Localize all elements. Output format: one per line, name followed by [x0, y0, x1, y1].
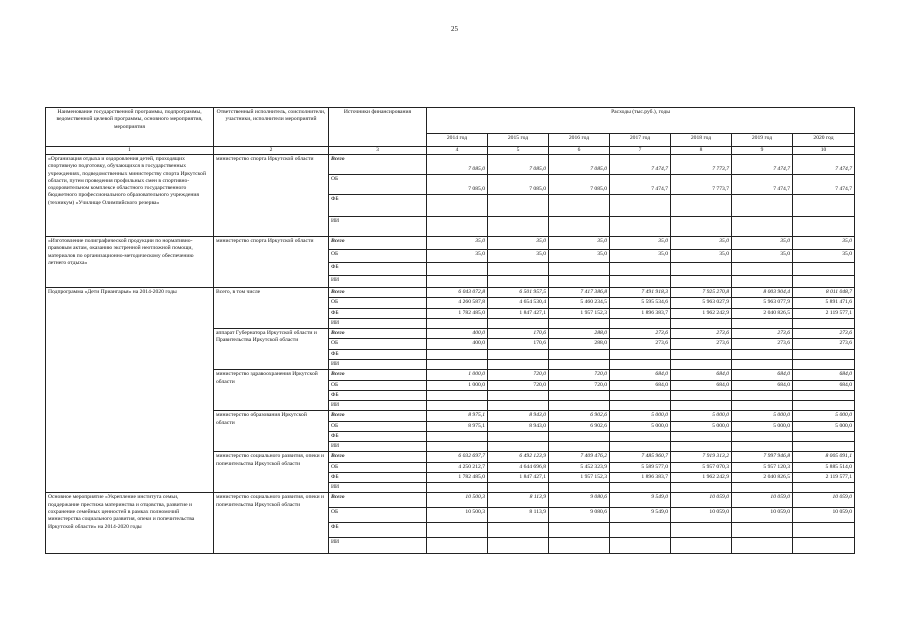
value-cell: 9 080,6 — [549, 508, 610, 523]
value-cell: 1 000,0 — [427, 370, 488, 380]
header-year: 2020 год — [793, 134, 855, 147]
value-cell — [793, 217, 855, 237]
value-cell — [671, 431, 732, 441]
value-cell: 7 085,0 — [549, 175, 610, 195]
source-cell: ИИ — [329, 538, 427, 554]
program-name: «Изготовление полиграфической продукции по нормативно-правовым актам, оказанию экстренной неотложной помощи, материалов по организационно-методическому обеспечению летнего отдыха» — [46, 237, 214, 288]
value-cell: 5 000,0 — [793, 421, 855, 431]
value-cell — [732, 538, 793, 554]
value-cell — [732, 431, 793, 441]
value-cell — [549, 217, 610, 237]
value-cell — [549, 523, 610, 538]
value-cell: 7 773,7 — [671, 175, 732, 195]
value-cell — [488, 276, 549, 288]
value-cell — [549, 431, 610, 441]
table-row — [46, 493, 855, 508]
value-cell: 720,0 — [549, 370, 610, 380]
column-number: 2 — [214, 147, 329, 155]
value-cell — [549, 263, 610, 276]
column-number: 4 — [427, 147, 488, 155]
table-row — [46, 237, 855, 250]
value-cell: 35,0 — [488, 250, 549, 263]
value-cell: 35,0 — [671, 250, 732, 263]
value-cell — [732, 263, 793, 276]
value-cell: 273,6 — [732, 329, 793, 339]
value-cell: 7 925 270,8 — [671, 288, 732, 298]
value-cell — [671, 349, 732, 359]
value-cell: 8 003 904,4 — [732, 288, 793, 298]
value-cell: 720,0 — [488, 380, 549, 390]
header-year: 2017 год — [610, 134, 671, 147]
value-cell: 6 032 697,7 — [427, 452, 488, 462]
value-cell: 6 492 123,9 — [488, 452, 549, 462]
value-cell: 35,0 — [488, 237, 549, 250]
value-cell: 35,0 — [427, 237, 488, 250]
value-cell — [488, 483, 549, 493]
value-cell: 273,6 — [671, 329, 732, 339]
value-cell — [549, 401, 610, 411]
value-cell — [488, 217, 549, 237]
value-cell — [610, 276, 671, 288]
value-cell — [427, 523, 488, 538]
value-cell — [427, 390, 488, 400]
value-cell: 8 975,1 — [427, 411, 488, 421]
source-cell: ИИ — [329, 217, 427, 237]
value-cell — [671, 401, 732, 411]
source-cell: ФБ — [329, 308, 427, 318]
value-cell — [793, 483, 855, 493]
value-cell: 7 474,7 — [610, 155, 671, 175]
value-cell: 7 474,7 — [793, 175, 855, 195]
value-cell — [610, 483, 671, 493]
value-cell: 7 997 946,8 — [732, 452, 793, 462]
value-cell: 8 011 048,7 — [793, 288, 855, 298]
value-cell: 5 000,0 — [732, 421, 793, 431]
value-cell: 8 005 091,1 — [793, 452, 855, 462]
value-cell — [610, 523, 671, 538]
value-cell — [549, 195, 610, 217]
value-cell — [427, 360, 488, 370]
value-cell: 684,0 — [610, 370, 671, 380]
value-cell — [793, 390, 855, 400]
source-cell: Всего — [329, 493, 427, 508]
source-cell: ИИ — [329, 401, 427, 411]
value-cell: 35,0 — [427, 250, 488, 263]
value-cell — [549, 390, 610, 400]
value-cell: 7 085,0 — [549, 155, 610, 175]
source-cell: ФБ — [329, 263, 427, 276]
value-cell: 9 080,6 — [549, 493, 610, 508]
header-year: 2016 год — [549, 134, 610, 147]
value-cell: 273,6 — [732, 339, 793, 349]
value-cell — [732, 442, 793, 452]
value-cell: 720,0 — [549, 380, 610, 390]
value-cell: 7 085,0 — [427, 175, 488, 195]
value-cell: 684,0 — [793, 380, 855, 390]
value-cell: 5 000,0 — [671, 421, 732, 431]
value-cell — [610, 318, 671, 328]
value-cell: 273,6 — [671, 339, 732, 349]
value-cell: 4 654 530,4 — [488, 298, 549, 308]
value-cell: 400,0 — [427, 339, 488, 349]
value-cell: 2 119 577,1 — [793, 472, 855, 482]
value-cell — [427, 195, 488, 217]
header-source: Источники финансирования — [329, 108, 427, 147]
value-cell — [427, 276, 488, 288]
value-cell: 1 957 152,3 — [549, 472, 610, 482]
value-cell — [427, 263, 488, 276]
value-cell: 7 417 386,8 — [549, 288, 610, 298]
value-cell — [732, 318, 793, 328]
executor-cell: министерство социального развития, опеки и попечительства Иркутской области — [214, 493, 329, 554]
source-cell: ФБ — [329, 195, 427, 217]
value-cell: 35,0 — [549, 250, 610, 263]
value-cell: 288,0 — [549, 329, 610, 339]
value-cell — [488, 538, 549, 554]
value-cell — [610, 538, 671, 554]
source-cell: ИИ — [329, 483, 427, 493]
value-cell: 5 963 077,9 — [732, 298, 793, 308]
executor-cell: министерство спорта Иркутской области — [214, 237, 329, 288]
value-cell — [610, 401, 671, 411]
value-cell: 7 773,7 — [671, 155, 732, 175]
value-cell — [732, 483, 793, 493]
value-cell: 10 059,0 — [732, 493, 793, 508]
column-number: 3 — [329, 147, 427, 155]
value-cell — [488, 390, 549, 400]
source-cell: ФБ — [329, 431, 427, 441]
column-number: 5 — [488, 147, 549, 155]
value-cell: 10 500,3 — [427, 493, 488, 508]
value-cell — [488, 523, 549, 538]
executor-cell: аппарат Губернатора Иркутской области и Правительства Иркутской области — [214, 329, 329, 370]
value-cell: 5 000,0 — [610, 421, 671, 431]
value-cell — [732, 276, 793, 288]
program-name: «Организация отдыха и оздоровления детей, проходящих спортивную подготовку, обучающихся в государственных учреждениях, подведомственных министерству спорта Иркутской области, путем проведения профильных смен в спортивно-оздоровительном комплексе областного государственного бюджетного профессионального образовательного учреждения (техникум) «Училище Олимпийского резерва» — [46, 155, 214, 237]
value-cell — [671, 276, 732, 288]
value-cell: 10 059,0 — [793, 508, 855, 523]
value-cell: 8 113,9 — [488, 493, 549, 508]
value-cell: 7 474,7 — [732, 155, 793, 175]
value-cell — [488, 442, 549, 452]
value-cell — [610, 431, 671, 441]
value-cell: 684,0 — [732, 370, 793, 380]
value-cell — [610, 390, 671, 400]
value-cell: 1 896 383,7 — [610, 308, 671, 318]
value-cell: 6 043 072,8 — [427, 288, 488, 298]
program-name: Подпрограмма «Дети Приангарья» на 2014-2020 годы — [46, 288, 214, 493]
value-cell: 1 957 152,3 — [549, 308, 610, 318]
value-cell — [488, 360, 549, 370]
value-cell — [732, 360, 793, 370]
value-cell: 5 000,0 — [732, 411, 793, 421]
value-cell: 1 962 242,9 — [671, 472, 732, 482]
value-cell: 1 847 427,1 — [488, 308, 549, 318]
value-cell: 8 943,0 — [488, 421, 549, 431]
value-cell: 4 644 696,8 — [488, 462, 549, 472]
value-cell — [610, 349, 671, 359]
value-cell: 1 962 242,9 — [671, 308, 732, 318]
header-year: 2015 год — [488, 134, 549, 147]
source-cell: Всего — [329, 288, 427, 298]
executor-cell: министерство спорта Иркутской области — [214, 155, 329, 237]
source-cell: ОБ — [329, 380, 427, 390]
source-cell: Всего — [329, 370, 427, 380]
executor-cell: министерство здравоохранения Иркутской области — [214, 370, 329, 411]
table-row — [46, 155, 855, 175]
value-cell: 8 943,0 — [488, 411, 549, 421]
value-cell: 5 595 534,6 — [610, 298, 671, 308]
header-expenses: Расходы (тыс.руб.), годы — [427, 108, 855, 134]
value-cell: 684,0 — [610, 380, 671, 390]
value-cell — [793, 349, 855, 359]
value-cell — [732, 195, 793, 217]
source-cell: ФБ — [329, 523, 427, 538]
column-number: 8 — [671, 147, 732, 155]
value-cell — [488, 318, 549, 328]
value-cell — [549, 349, 610, 359]
value-cell — [427, 431, 488, 441]
value-cell — [549, 276, 610, 288]
source-cell: ОБ — [329, 175, 427, 195]
value-cell — [671, 360, 732, 370]
value-cell — [793, 263, 855, 276]
header-executor: Ответственный исполнитель, соисполнители, участники, исполнители мероприятий — [214, 108, 329, 147]
value-cell — [671, 442, 732, 452]
value-cell: 273,6 — [793, 329, 855, 339]
source-cell: ФБ — [329, 349, 427, 359]
column-number: 7 — [610, 147, 671, 155]
value-cell — [793, 401, 855, 411]
value-cell: 273,6 — [610, 339, 671, 349]
value-cell: 35,0 — [793, 237, 855, 250]
value-cell — [549, 538, 610, 554]
value-cell — [732, 523, 793, 538]
value-cell: 10 059,0 — [671, 508, 732, 523]
value-cell: 7 409 476,2 — [549, 452, 610, 462]
column-number: 9 — [732, 147, 793, 155]
value-cell — [732, 217, 793, 237]
value-cell — [793, 360, 855, 370]
value-cell — [793, 431, 855, 441]
value-cell — [793, 276, 855, 288]
header-year: 2019 год — [732, 134, 793, 147]
value-cell: 170,6 — [488, 329, 549, 339]
value-cell — [610, 263, 671, 276]
value-cell: 400,0 — [427, 329, 488, 339]
value-cell: 684,0 — [671, 370, 732, 380]
value-cell — [427, 217, 488, 237]
value-cell: 5 000,0 — [610, 411, 671, 421]
value-cell: 2 119 577,1 — [793, 308, 855, 318]
source-cell: ФБ — [329, 472, 427, 482]
value-cell: 10 059,0 — [671, 493, 732, 508]
value-cell: 5 957 070,3 — [671, 462, 732, 472]
value-cell: 6 501 957,5 — [488, 288, 549, 298]
value-cell — [793, 523, 855, 538]
value-cell: 5 460 234,5 — [549, 298, 610, 308]
value-cell: 35,0 — [610, 237, 671, 250]
value-cell: 5 589 577,0 — [610, 462, 671, 472]
page-number: 25 — [451, 25, 458, 33]
value-cell — [671, 390, 732, 400]
value-cell — [671, 263, 732, 276]
source-cell: ИИ — [329, 276, 427, 288]
source-cell: Всего — [329, 237, 427, 250]
value-cell — [427, 318, 488, 328]
value-cell: 7 919 313,2 — [671, 452, 732, 462]
value-cell — [671, 217, 732, 237]
value-cell: 10 059,0 — [732, 508, 793, 523]
value-cell: 5 963 027,9 — [671, 298, 732, 308]
value-cell: 273,6 — [610, 329, 671, 339]
value-cell: 1 847 427,1 — [488, 472, 549, 482]
value-cell: 35,0 — [671, 237, 732, 250]
program-name: Основное мероприятие «Укрепление института семьи, поддержание престижа материнства и отцовства, развитие и сохранение семейных ценностей в рамках полномочий министерства социального развития, опеки и попечительства Иркутской области» на 2014-2020 годы — [46, 493, 214, 554]
executor-cell: Всего, в том числе — [214, 288, 329, 329]
value-cell — [671, 195, 732, 217]
value-cell: 6 902,6 — [549, 411, 610, 421]
value-cell — [732, 390, 793, 400]
value-cell: 10 059,0 — [793, 493, 855, 508]
source-cell: ОБ — [329, 339, 427, 349]
value-cell — [610, 217, 671, 237]
value-cell: 4 260 587,8 — [427, 298, 488, 308]
value-cell — [427, 442, 488, 452]
value-cell: 1 782 485,0 — [427, 308, 488, 318]
value-cell: 35,0 — [793, 250, 855, 263]
source-cell: Всего — [329, 452, 427, 462]
value-cell — [549, 483, 610, 493]
value-cell — [488, 431, 549, 441]
value-cell — [549, 318, 610, 328]
value-cell — [793, 195, 855, 217]
value-cell: 288,0 — [549, 339, 610, 349]
value-cell: 1 000,0 — [427, 380, 488, 390]
value-cell: 8 975,1 — [427, 421, 488, 431]
value-cell: 7 474,7 — [610, 175, 671, 195]
executor-cell: министерство социального развития, опеки и попечительства Иркутской области — [214, 452, 329, 493]
value-cell — [549, 360, 610, 370]
value-cell — [488, 263, 549, 276]
value-cell — [488, 349, 549, 359]
value-cell: 684,0 — [793, 370, 855, 380]
column-number: 1 — [46, 147, 214, 155]
value-cell — [549, 442, 610, 452]
value-cell: 35,0 — [732, 237, 793, 250]
header-name: Наименование государственной программы, подпрограммы, ведомственной целевой программы, основного мероприятия, мероприятия — [46, 108, 214, 147]
value-cell: 2 040 826,5 — [732, 308, 793, 318]
value-cell — [427, 401, 488, 411]
value-cell — [732, 349, 793, 359]
value-cell — [793, 442, 855, 452]
executor-cell: министерство образования Иркутской области — [214, 411, 329, 452]
value-cell: 7 474,7 — [732, 175, 793, 195]
value-cell: 7 085,0 — [488, 175, 549, 195]
source-cell: ОБ — [329, 508, 427, 523]
source-cell: ФБ — [329, 390, 427, 400]
value-cell: 5 000,0 — [671, 411, 732, 421]
source-cell: ОБ — [329, 250, 427, 263]
value-cell: 7 085,0 — [488, 155, 549, 175]
source-cell: Всего — [329, 155, 427, 175]
value-cell: 1 782 485,0 — [427, 472, 488, 482]
value-cell: 7 085,0 — [427, 155, 488, 175]
column-number: 10 — [793, 147, 855, 155]
value-cell — [793, 318, 855, 328]
value-cell — [671, 538, 732, 554]
value-cell — [610, 442, 671, 452]
value-cell: 1 896 383,7 — [610, 472, 671, 482]
value-cell: 7 485 960,7 — [610, 452, 671, 462]
value-cell: 684,0 — [732, 380, 793, 390]
value-cell: 2 040 826,5 — [732, 472, 793, 482]
value-cell: 5 000,0 — [793, 411, 855, 421]
value-cell: 35,0 — [732, 250, 793, 263]
value-cell: 4 250 212,7 — [427, 462, 488, 472]
value-cell: 9 549,0 — [610, 508, 671, 523]
value-cell: 35,0 — [610, 250, 671, 263]
value-cell — [793, 538, 855, 554]
table-row — [46, 288, 855, 298]
value-cell — [610, 360, 671, 370]
source-cell: ИИ — [329, 442, 427, 452]
value-cell: 720,0 — [488, 370, 549, 380]
value-cell: 5 452 323,9 — [549, 462, 610, 472]
value-cell — [427, 483, 488, 493]
value-cell — [610, 195, 671, 217]
value-cell: 170,6 — [488, 339, 549, 349]
value-cell — [488, 401, 549, 411]
value-cell: 7 474,7 — [793, 155, 855, 175]
source-cell: ИИ — [329, 360, 427, 370]
value-cell: 9 549,0 — [610, 493, 671, 508]
value-cell: 7 491 918,3 — [610, 288, 671, 298]
value-cell: 10 500,3 — [427, 508, 488, 523]
value-cell: 8 113,9 — [488, 508, 549, 523]
budget-table — [45, 107, 855, 554]
value-cell: 5 957 120,3 — [732, 462, 793, 472]
source-cell: ОБ — [329, 421, 427, 431]
value-cell: 273,6 — [793, 339, 855, 349]
value-cell — [488, 195, 549, 217]
header-year: 2014 год — [427, 134, 488, 147]
source-cell: ОБ — [329, 462, 427, 472]
value-cell: 684,0 — [671, 380, 732, 390]
value-cell: 6 902,6 — [549, 421, 610, 431]
value-cell — [732, 401, 793, 411]
source-cell: ОБ — [329, 298, 427, 308]
source-cell: ИИ — [329, 318, 427, 328]
source-cell: Всего — [329, 329, 427, 339]
header-year: 2018 год — [671, 134, 732, 147]
value-cell — [427, 538, 488, 554]
column-number: 6 — [549, 147, 610, 155]
value-cell — [671, 523, 732, 538]
value-cell: 35,0 — [549, 237, 610, 250]
value-cell — [671, 483, 732, 493]
value-cell: 5 885 514,0 — [793, 462, 855, 472]
value-cell — [671, 318, 732, 328]
value-cell — [427, 349, 488, 359]
source-cell: Всего — [329, 411, 427, 421]
value-cell: 5 891 471,6 — [793, 298, 855, 308]
